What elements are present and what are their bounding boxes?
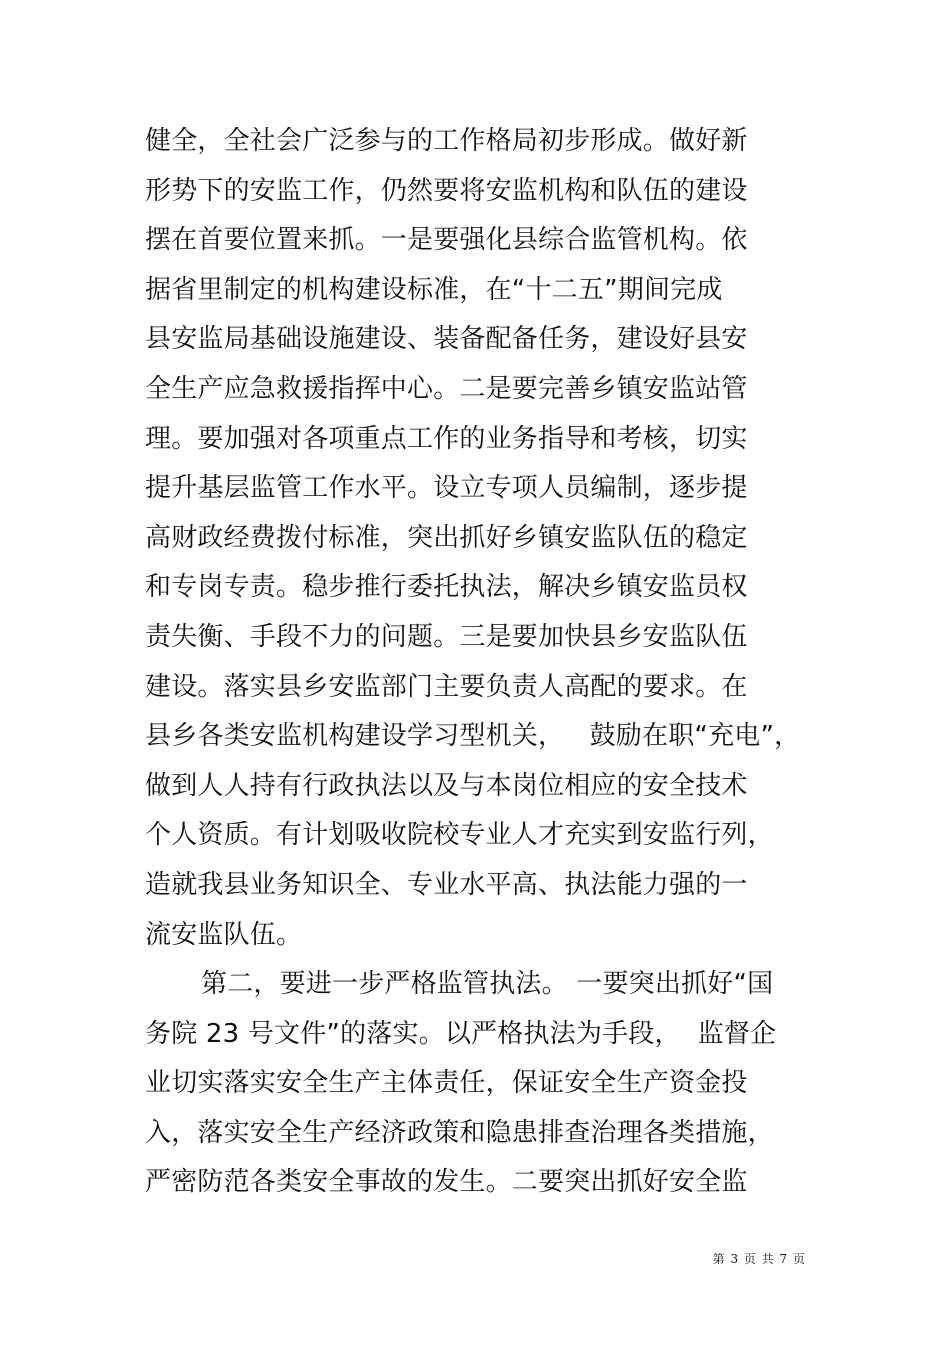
body-text <box>145 117 825 1208</box>
text-line: 理。要加强对各项重点工作的业务指导和考核，切实 <box>145 423 748 454</box>
paragraph-start-line: 第二，要进一步严格监管执法。 一要突出抓好“国 <box>201 969 774 1000</box>
text-line: 全生产应急救援指挥中心。二是要完善乡镇安监站管 <box>145 373 748 404</box>
text-line: 个人资质。有计划吸收院校专业人才充实到安监行列， <box>145 820 774 851</box>
text-line: 入，落实安全生产经济政策和隐患排查治理各类措施， <box>145 1117 774 1148</box>
page-number-footer: 第 3 页 共 7 页 <box>712 1252 806 1266</box>
text-line: 务院 23 号文件”的落实。以严格执法为手段， 监督企 <box>145 1018 777 1049</box>
text-line: 县乡各类安监机构建设学习型机关， 鼓励在职“充电”， <box>145 721 801 752</box>
text-line: 高财政经费拨付标准，突出抓好乡镇安监队伍的稳定 <box>145 522 748 553</box>
text-line: 严密防范各类安全事故的发生。二要突出抓好安全监 <box>145 1167 748 1198</box>
text-line: 形势下的安监工作，仍然要将安监机构和队伍的建设 <box>145 175 748 206</box>
text-line: 流安监队伍。 <box>145 919 303 950</box>
text-line: 据省里制定的机构建设标准，在“十二五”期间完成 <box>145 274 723 305</box>
text-line: 做到人人持有行政执法以及与本岗位相应的安全技术 <box>145 770 748 801</box>
text-line: 责失衡、手段不力的问题。三是要加快县乡安监队伍 <box>145 621 748 652</box>
text-line: 健全，全社会广泛参与的工作格局初步形成。做好新 <box>145 126 748 156</box>
text-line: 造就我县业务知识全、专业水平高、执法能力强的一 <box>145 869 748 900</box>
text-line: 建设。落实县乡安监部门主要负责人高配的要求。在 <box>145 671 748 702</box>
text-line: 提升基层监管工作水平。设立专项人员编制，逐步提 <box>145 473 748 504</box>
text-line: 业切实落实安全生产主体责任，保证安全生产资金投 <box>145 1068 748 1099</box>
text-line: 县安监局基础设施建设、装备配备任务，建设好县安 <box>145 324 748 355</box>
text-line: 和专岗专责。稳步推行委托执法，解决乡镇安监员权 <box>145 572 748 603</box>
text-line: 摆在首要位置来抓。一是要强化县综合监管机构。依 <box>145 225 748 256</box>
